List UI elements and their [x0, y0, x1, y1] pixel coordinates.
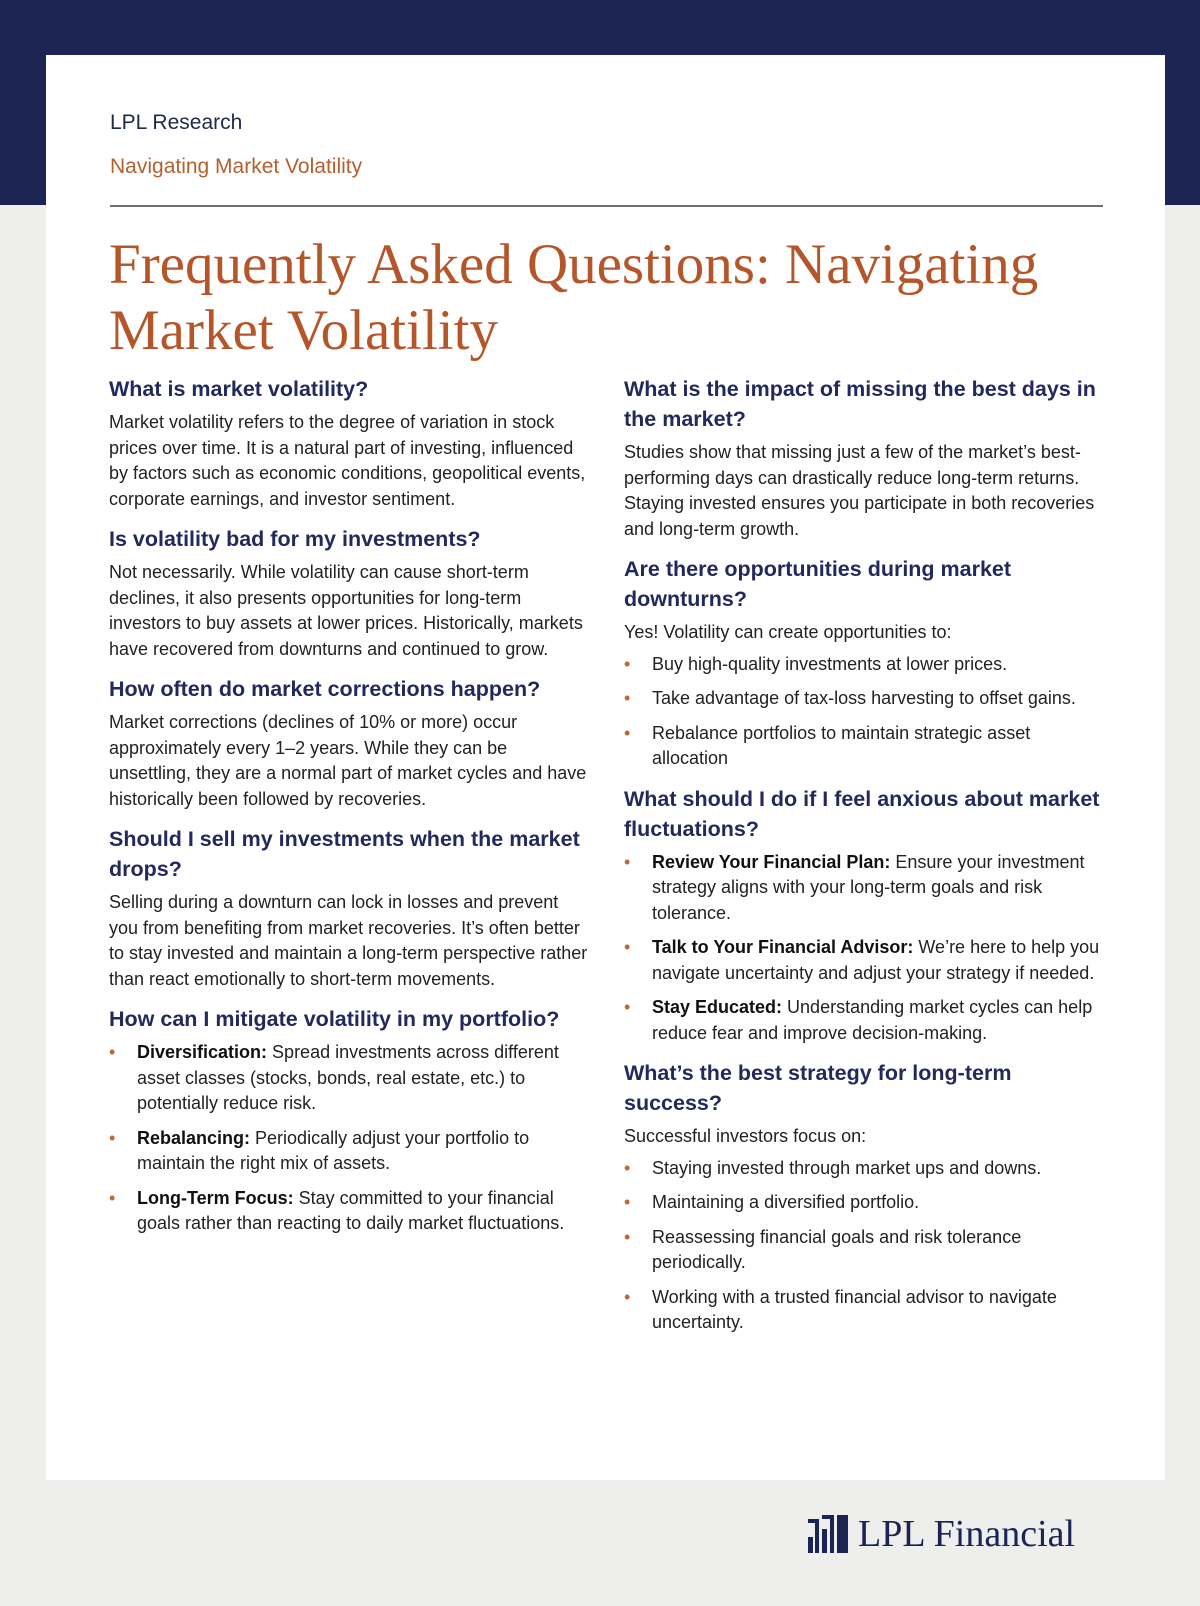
left-column	[109, 374, 589, 1249]
faq-item	[624, 554, 1109, 772]
faq-item	[109, 674, 589, 812]
faq-item	[109, 1004, 589, 1237]
bullet-term: Rebalancing:	[137, 1127, 251, 1148]
bullet-term: Long-Term Focus:	[137, 1187, 294, 1208]
faq-answer: Yes! Volatility can create opportunities to:	[624, 622, 952, 642]
faq-question: Is volatility bad for my investments?	[109, 527, 481, 551]
bullet-term: Stay Educated:	[652, 997, 783, 1017]
bullet-text: Periodically adjust your portfolio to maintain the right mix of assets.	[137, 1127, 530, 1173]
bullet-item	[624, 686, 1109, 712]
faq-question: What should I do if I feel anxious about market fluctuations?	[624, 786, 1100, 841]
faq-answer: Market volatility refers to the degree of variation in stock prices over time. It is a natural part of investing, influenced by factors such as economic conditions, geopolitical events, corporate earnings, and investor sentiment.	[109, 412, 586, 509]
bullet-item	[624, 995, 1109, 1046]
faq-answer: Studies show that missing just a few of the market’s best-performing days can drastically reduce long-term returns. Staying invested ensures you participate in both recoveries and long-term growth.	[624, 442, 1095, 539]
bullet-term: Diversification:	[137, 1042, 268, 1062]
faq-question: What is the impact of missing the best days in the market?	[624, 377, 1096, 431]
document-subtitle: Navigating Market Volatility	[110, 155, 363, 178]
page-title: Frequently Asked Questions: Navigating Market Volatility	[109, 233, 1039, 362]
header-divider	[110, 205, 1103, 207]
bullet-text: Stay committed to your financial goals rather than reacting to daily market fluctuations.	[137, 1187, 565, 1233]
faq-answer: Successful investors focus on:	[624, 1126, 867, 1146]
bullet-term: Talk to Your Financial Advisor:	[652, 937, 914, 957]
faq-question: How often do market corrections happen?	[109, 677, 541, 701]
faq-question: How can I mitigate volatility in my portfolio?	[109, 1007, 560, 1031]
bullet-item	[624, 1225, 1109, 1276]
bullet-list	[624, 1156, 1109, 1336]
lpl-logo	[808, 1512, 1075, 1556]
bullet-list	[624, 652, 1109, 772]
bullet-item	[624, 1190, 1109, 1216]
lpl-logo-mark-icon	[808, 1515, 848, 1553]
faq-answer: Selling during a downturn can lock in losses and prevent you from benefiting from market recoveries. It’s often better to stay invested and maintain a long-term perspective rather than react emotionally to short-term movements.	[109, 892, 588, 989]
bullet-text: Working with a trusted financial advisor to navigate uncertainty.	[652, 1286, 1057, 1332]
faq-item	[109, 374, 589, 512]
faq-item	[109, 524, 589, 662]
bullet-item	[624, 850, 1109, 927]
bullet-item	[624, 1285, 1109, 1336]
bullet-list	[624, 850, 1109, 1047]
faq-answer: Market corrections (declines of 10% or more) occur approximately every 1–2 years. While they can be unsettling, they are a normal part of market cycles and have historically been followed by recoveries.	[109, 712, 587, 809]
bullet-list	[109, 1040, 589, 1237]
logo-text: LPL Financial	[858, 1513, 1076, 1555]
bullet-item	[624, 652, 1109, 678]
faq-question: What is market volatility?	[109, 377, 369, 401]
faq-question: Are there opportunities during market downturns?	[624, 557, 1012, 611]
faq-question: What’s the best strategy for long-term success?	[624, 1061, 1012, 1115]
bullet-text: Take advantage of tax-loss harvesting to offset gains.	[652, 688, 1076, 708]
bullet-item	[624, 1156, 1109, 1182]
faq-question: Should I sell my investments when the market drops?	[109, 827, 580, 881]
bullet-term: Review Your Financial Plan:	[652, 851, 891, 872]
bullet-item	[624, 935, 1109, 986]
bullet-text: Maintaining a diversified portfolio.	[652, 1192, 920, 1212]
right-column	[624, 374, 1109, 1348]
bullet-text: Staying invested through market ups and downs.	[652, 1157, 1042, 1178]
bullet-item	[109, 1126, 589, 1177]
faq-item	[624, 1058, 1109, 1336]
bullet-item	[109, 1040, 589, 1117]
bullet-text: We’re here to help you navigate uncertainty and adjust your strategy if needed.	[652, 937, 1100, 983]
bullet-text: Rebalance portfolios to maintain strategic asset allocation	[652, 722, 1031, 768]
brand-label: LPL Research	[110, 111, 243, 134]
faq-item	[624, 374, 1109, 542]
bullet-item	[624, 721, 1109, 772]
faq-item	[624, 784, 1109, 1047]
bullet-text: Buy high-quality investments at lower prices.	[652, 653, 1008, 674]
bullet-text: Ensure your investment strategy aligns with your long-term goals and risk tolerance.	[652, 851, 1085, 923]
bullet-text: Spread investments across different asset classes (stocks, bonds, real estate, etc.) to potentially reduce risk.	[137, 1042, 559, 1113]
bullet-text: Reassessing financial goals and risk tolerance periodically.	[652, 1226, 1022, 1272]
bullet-text: Understanding market cycles can help reduce fear and improve decision-making.	[652, 997, 1093, 1043]
faq-item	[109, 824, 589, 992]
faq-answer: Not necessarily. While volatility can cause short-term declines, it also presents opportunities for long-term investors to buy assets at lower prices. Historically, markets have recovered from downturns and continued to grow.	[109, 562, 583, 659]
bullet-item	[109, 1186, 589, 1237]
